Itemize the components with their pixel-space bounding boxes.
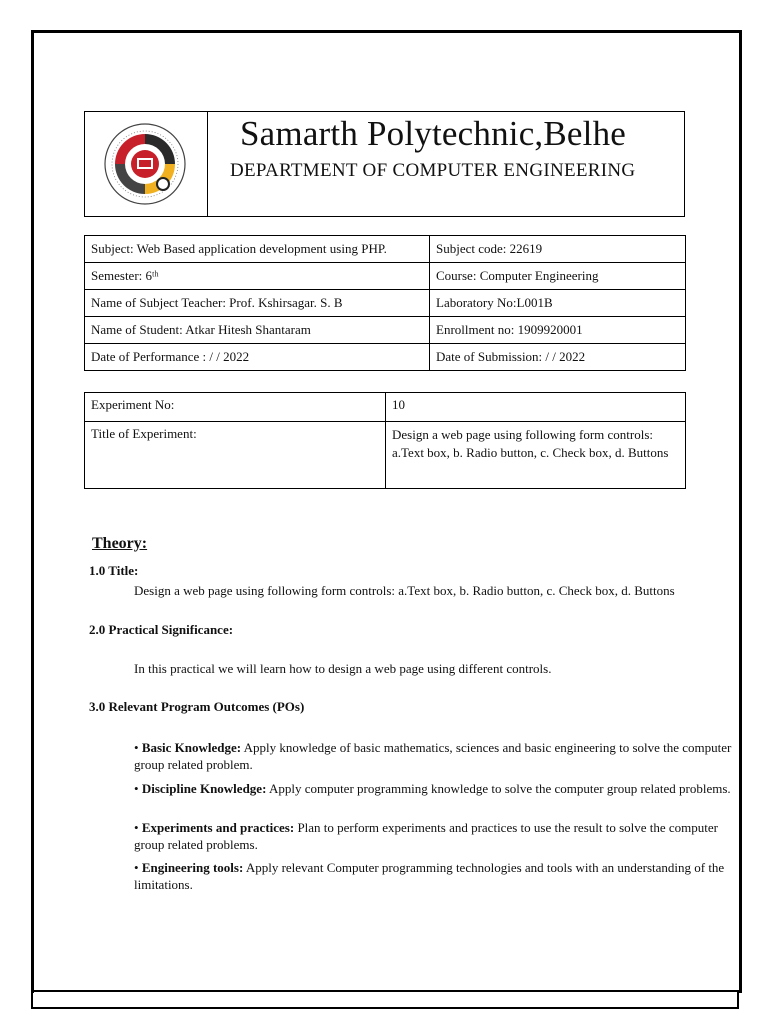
performance-date-cell: Date of Performance : / / 2022 xyxy=(85,344,430,371)
table-row xyxy=(85,290,686,317)
experiment-no-value: 10 xyxy=(386,393,686,422)
outcome-term: Discipline Knowledge: xyxy=(141,781,267,796)
outcome-text: Plan to perform experiments and practices to use the result to solve the computer group related problems. xyxy=(134,820,719,852)
bullet-icon: • xyxy=(134,860,139,875)
semester-cell: Semester: 6ᵗʰ xyxy=(85,263,430,290)
footer-box xyxy=(31,990,739,1009)
department-name: DEPARTMENT OF COMPUTER ENGINEERING xyxy=(230,160,636,181)
info-table xyxy=(84,235,686,371)
bullet-icon: • xyxy=(134,820,139,835)
experiment-no-label: Experiment No: xyxy=(85,393,386,422)
theory-heading: Theory: xyxy=(92,535,148,552)
outcome-item xyxy=(134,780,734,797)
table-row xyxy=(85,317,686,344)
student-cell: Name of Student: Atkar Hitesh Shantaram xyxy=(85,317,430,344)
outcome-item xyxy=(134,819,734,853)
bullet-icon: • xyxy=(134,740,139,755)
subject-cell: Subject: Web Based application development using PHP. xyxy=(85,236,430,263)
practical-significance-heading: 2.0 Practical Significance: xyxy=(89,622,234,637)
outcome-text: Apply computer programming knowledge to solve the computer group related problems. xyxy=(266,781,731,796)
outcome-term: Experiments and practices: xyxy=(141,820,295,835)
college-name: Samarth Polytechnic,Belhe xyxy=(240,114,627,153)
subject-code-cell: Subject code: 22619 xyxy=(430,236,686,263)
submission-date-cell: Date of Submission: / / 2022 xyxy=(430,344,686,371)
section-title-text: Design a web page using following form controls: a.Text box, b. Radio button, c. Check box, d. Buttons xyxy=(134,583,675,598)
table-row xyxy=(85,263,686,290)
outcome-term: Basic Knowledge: xyxy=(141,740,242,755)
college-logo-icon xyxy=(95,122,195,206)
outcome-term: Engineering tools: xyxy=(141,860,244,875)
table-row xyxy=(85,393,686,422)
table-row xyxy=(85,236,686,263)
outcome-item xyxy=(134,859,734,893)
outcome-item xyxy=(134,739,734,773)
logo-cell xyxy=(85,112,208,216)
course-cell: Course: Computer Engineering xyxy=(430,263,686,290)
table-row xyxy=(85,422,686,489)
practical-significance-text: In this practical we will learn how to design a web page using different controls. xyxy=(134,661,552,676)
table-row xyxy=(85,344,686,371)
outcome-text: Apply knowledge of basic mathematics, sciences and basic engineering to solve the computer group related problem. xyxy=(134,740,732,772)
lab-no-cell: Laboratory No:L001B xyxy=(430,290,686,317)
letterhead xyxy=(84,111,685,217)
experiment-title-value: Design a web page using following form controls: a.Text box, b. Radio button, c. Check box, d. Buttons xyxy=(386,422,686,489)
section-title-heading: 1.0 Title: xyxy=(89,563,139,578)
program-outcomes-heading: 3.0 Relevant Program Outcomes (POs) xyxy=(89,699,305,714)
bullet-icon: • xyxy=(134,781,139,796)
experiment-table xyxy=(84,392,686,489)
outcome-text: Apply relevant Computer programming technologies and tools with an understanding of the limitations. xyxy=(134,860,725,892)
enrollment-cell: Enrollment no: 1909920001 xyxy=(430,317,686,344)
teacher-cell: Name of Subject Teacher: Prof. Kshirsagar. S. B xyxy=(85,290,430,317)
experiment-title-label: Title of Experiment: xyxy=(85,422,386,489)
